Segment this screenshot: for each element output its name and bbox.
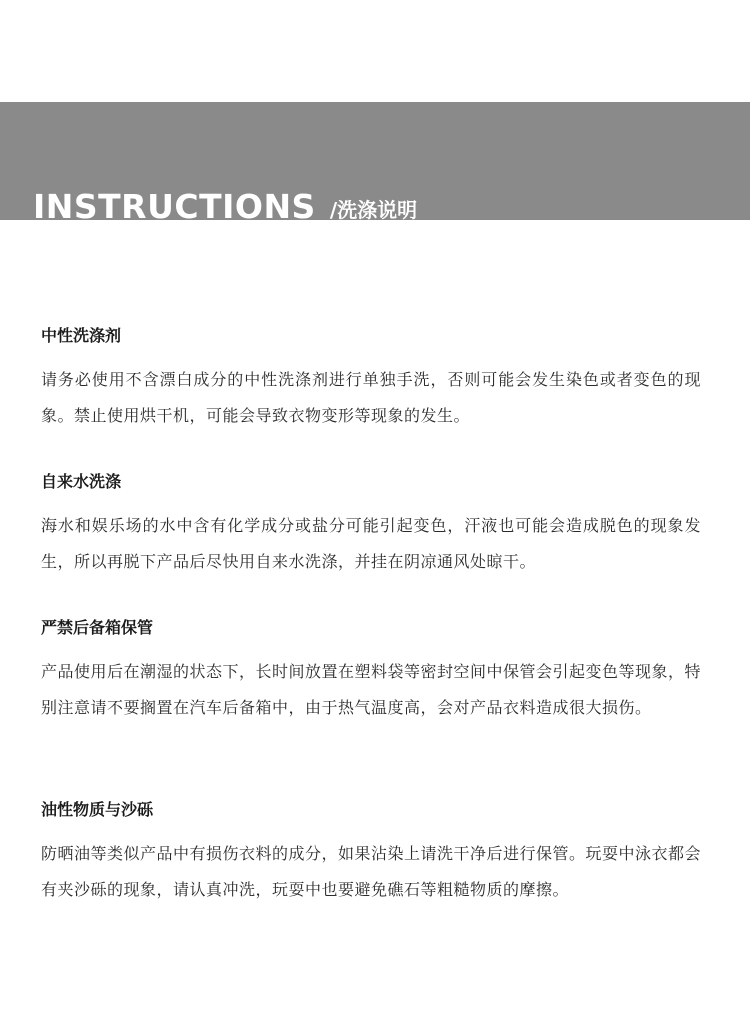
section-tap-water-washing <box>41 472 701 580</box>
section-neutral-detergent <box>41 326 701 434</box>
page-title-chinese: /洗涤说明 <box>329 198 418 222</box>
section-heading: 中性洗涤剂 <box>41 326 122 345</box>
section-oils-and-sand <box>41 800 701 908</box>
page-title <box>33 186 417 226</box>
section-heading: 自来水洗涤 <box>41 472 122 491</box>
section-heading: 油性物质与沙砾 <box>41 800 154 819</box>
section-body: 请务必使用不含漂白成分的中性洗涤剂进行单独手洗，否则可能会发生染色或者变色的现象。禁止使用烘干机，可能会导致衣物变形等现象的发生。 <box>41 370 701 425</box>
page-title-english: INSTRUCTIONS <box>33 187 316 226</box>
section-heading: 严禁后备箱保管 <box>41 618 154 637</box>
section-body: 海水和娱乐场的水中含有化学成分或盐分可能引起变色，汗液也可能会造成脱色的现象发生，所以再脱下产品后尽快用自来水洗涤，并挂在阴凉通风处晾干。 <box>41 516 701 571</box>
section-no-trunk-storage <box>41 618 701 726</box>
section-body: 防晒油等类似产品中有损伤衣料的成分，如果沾染上请洗干净后进行保管。玩耍中泳衣都会有夹沙砾的现象，请认真冲洗，玩耍中也要避免礁石等粗糙物质的摩擦。 <box>41 844 702 899</box>
section-body: 产品使用后在潮湿的状态下，长时间放置在塑料袋等密封空间中保管会引起变色等现象，特别注意请不要搁置在汽车后备箱中，由于热气温度高，会对产品衣料造成很大损伤。 <box>41 662 702 717</box>
